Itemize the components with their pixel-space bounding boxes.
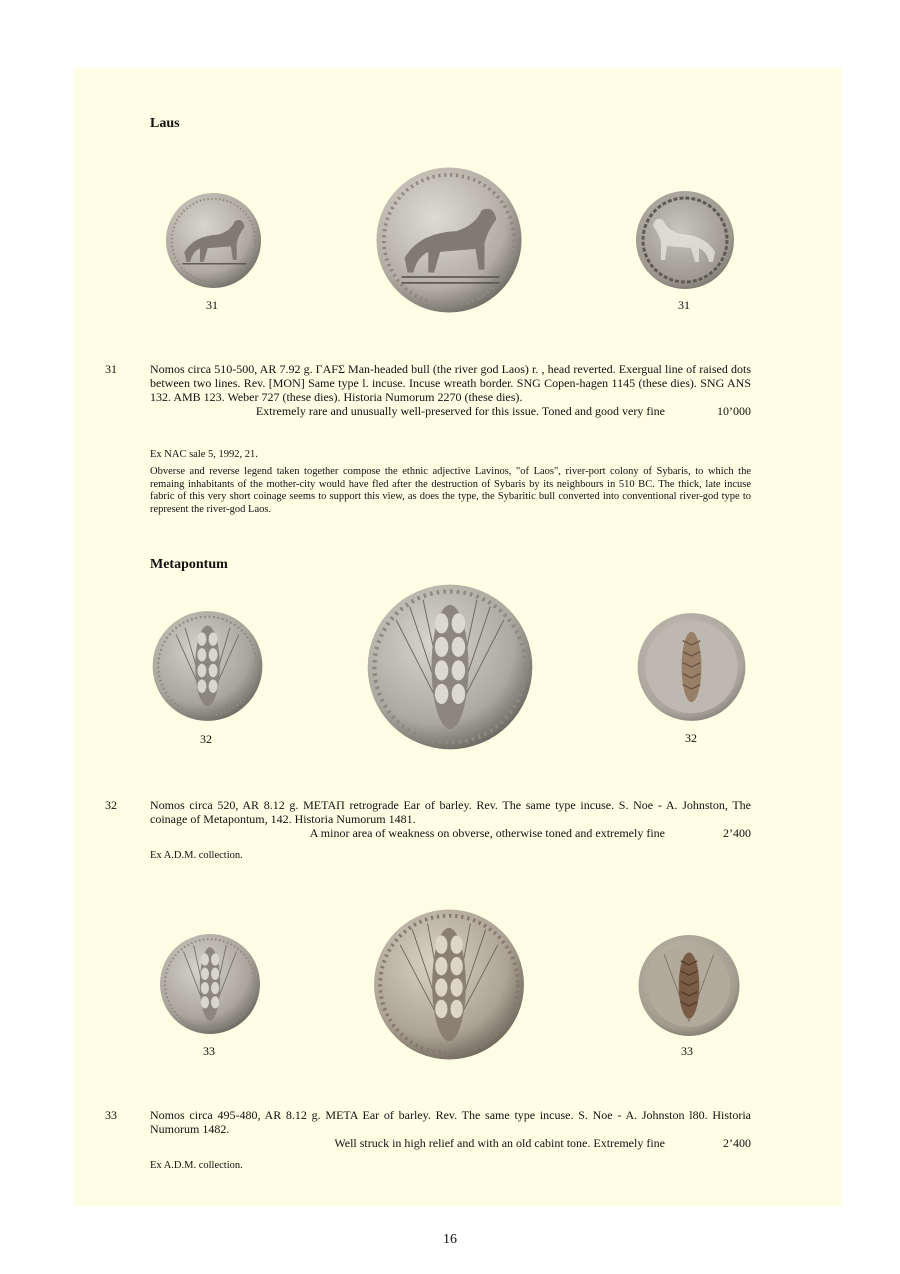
section-heading-laus: Laus [150,116,180,131]
coin-32-obverse-large [364,583,536,751]
coin-32-obverse-small [150,610,265,722]
lot-condition: Well struck in high relief and with an old cabint tone. Extremely fine [334,1136,665,1150]
image-label-33-right: 33 [681,1044,693,1058]
lot-description: Nomos circa 495-480, AR 8.12 g. META Ear of barley. Rev. The same type incuse. S. Noe - A. Johnston l80. Historia Numorum 1482. [150,1108,751,1136]
image-label-32-right: 32 [685,731,697,745]
lot-31-note: Obverse and reverse legend taken together compose the ethnic adjective Lavinos, "of Laos", river-port colony of Sybaris, to which the remaing inhabitants of the mother-city would have fled after the destruction of Sybaris by its neighbours in 510 BC. The thick, late incuse fabric of this very short coinage seems to support this view, as does the type, the Sybaritic bull converted into conventional river-god type to represent the river-god Laos. [150,466,751,515]
image-label-33-left: 33 [203,1044,215,1058]
lot-32 [105,798,751,844]
page-number: 16 [443,1232,457,1247]
image-label-31-left: 31 [206,298,218,312]
coin-31-obverse-large [373,166,525,314]
section-heading-metapontum: Metapontum [150,557,228,572]
image-label-32-left: 32 [200,732,212,746]
lot-number: 32 [105,798,117,812]
lot-price: 10’000 [717,404,751,418]
coin-31-reverse [633,190,737,290]
coin-31-obverse-small [163,192,264,289]
lot-price: 2’400 [723,826,751,840]
coin-32-reverse [634,612,749,722]
lot-condition: A minor area of weakness on obverse, otherwise toned and extremely fine [309,826,665,840]
lot-description: Nomos circa 520, AR 8.12 g. METAΠ retrograde Ear of barley. Rev. The same type incuse. S. Noe - A. Johnston, The coinage of Metapontum, 142. Historia Numorum 1481. [150,798,751,826]
lot-31-provenance: Ex NAC sale 5, 1992, 21. [150,449,258,460]
coin-33-obverse-small [158,933,262,1035]
condition-line [150,404,751,418]
lot-condition: Extremely rare and unusually well-preserved for this issue. Toned and good very fine [255,404,665,418]
condition-line [150,1136,751,1150]
lot-price: 2’400 [723,1136,751,1150]
coin-33-obverse-large [371,908,527,1061]
lot-32-provenance: Ex A.D.M. collection. [150,850,243,861]
lot-number: 31 [105,362,117,376]
image-label-31-right: 31 [678,298,690,312]
condition-line [150,826,751,840]
lot-33-provenance: Ex A.D.M. collection. [150,1160,243,1171]
lot-33 [105,1108,751,1154]
lot-31 [105,362,751,438]
coin-33-reverse [636,934,742,1037]
lot-description: Nomos circa 510-500, AR 7.92 g. ΓAFΣ Man-headed bull (the river god Laos) r. , head reverted. Exergual line of raised dots between two lines. Rev. [MON] Same type l. incuse. Incuse wreath border. SNG Copen-hagen 1145 (these dies). SNG ANS 132. AMB 123. Weber 727 (these dies). Historia Numorum 2270 (these dies). [150,362,751,404]
lot-number: 33 [105,1108,117,1122]
